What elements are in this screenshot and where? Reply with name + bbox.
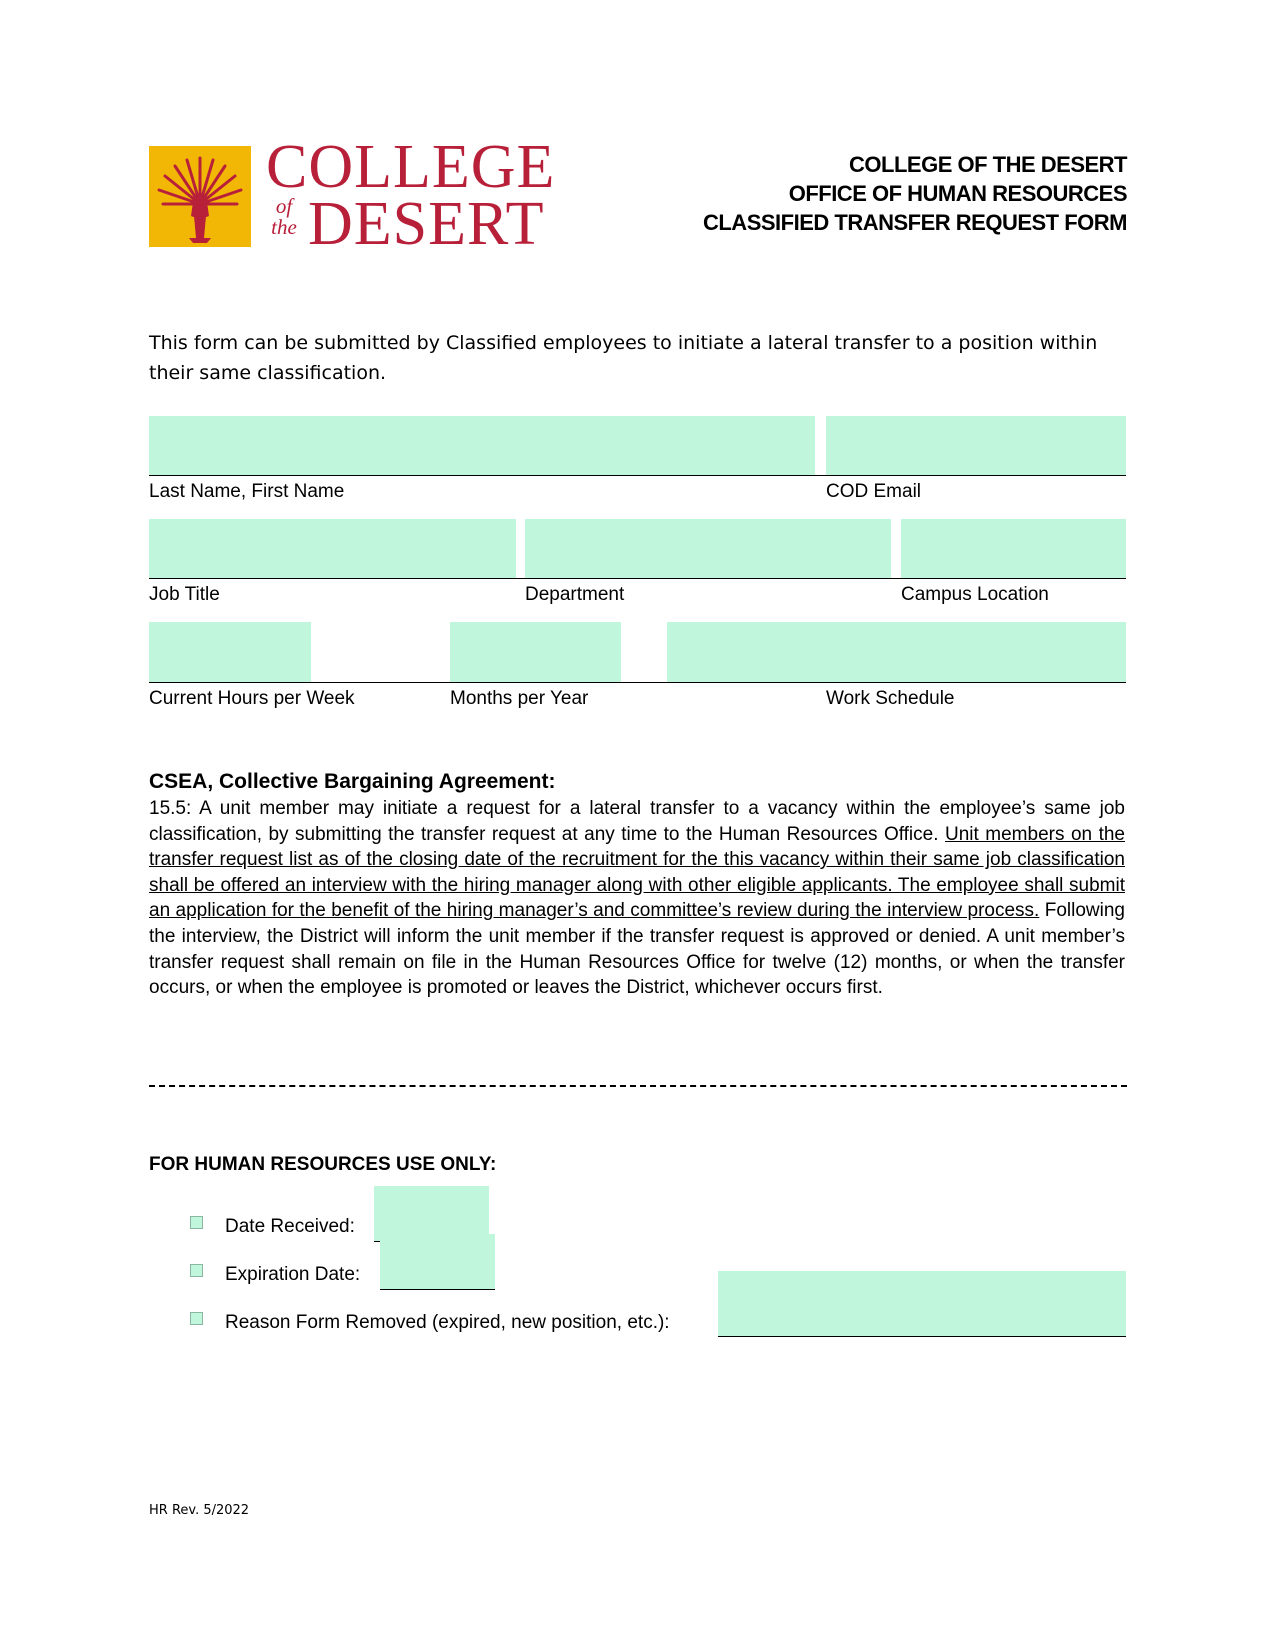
expiration-date-checkbox-icon [190, 1264, 203, 1277]
hr-use-heading: FOR HUMAN RESOURCES USE ONLY: [149, 1154, 497, 1175]
logo-emblem [149, 146, 251, 247]
expiration-date-label: Expiration Date: [225, 1264, 361, 1285]
job-title-input[interactable] [149, 519, 516, 578]
date-received-label: Date Received: [225, 1216, 355, 1237]
revision-footer: HR Rev. 5/2022 [149, 1503, 250, 1518]
job-title-label: Job Title [149, 584, 220, 605]
csea-text-b: Following the interview, the District will inform the unit member if the transfer request is approved or denied. A unit member’s transfer request shall remain on file in the Human Resources Office for twelve (12) months, or when the transfer occurs, or when the employee is promoted or leaves the District, whichever occurs first. [149, 900, 1125, 999]
underline [380, 1289, 495, 1290]
logo-wordmark-college: COLLEGE [266, 133, 556, 201]
cut-line-divider [149, 1085, 1127, 1087]
campus-location-input[interactable] [901, 519, 1126, 578]
underline [149, 682, 1126, 683]
reason-removed-label: Reason Form Removed (expired, new position, etc.): [225, 1312, 670, 1333]
underline [149, 578, 1126, 579]
months-per-year-label: Months per Year [450, 688, 589, 709]
header-college-name: COLLEGE OF THE DESERT [849, 152, 1127, 177]
logo-wordmark-desert: DESERT [308, 190, 545, 258]
header-office-name: OFFICE OF HUMAN RESOURCES [788, 181, 1127, 206]
hours-per-week-input[interactable] [149, 622, 311, 682]
expiration-date-input[interactable] [380, 1234, 495, 1289]
name-input[interactable] [149, 416, 815, 475]
underline [718, 1336, 1126, 1337]
hours-per-week-label: Current Hours per Week [149, 688, 355, 709]
campus-location-label: Campus Location [901, 584, 1049, 605]
csea-text-underlined: Unit members on the transfer request list as of the closing date of the recruitment for the this vacancy within their same job classification shall be offered an interview with the hiring manager along with other eligible applicants. The employee shall submit an application for the benefit of the hiring manager’s and committee’s review during the interview process. [149, 823, 1125, 922]
logo-wordmark-of-the [264, 196, 304, 238]
csea-text-a: 15.5: A unit member may initiate a request for a lateral transfer to a vacancy within the employee’s same job classification, by submitting the transfer request at any time to the Human Resources Office. [149, 798, 1125, 845]
csea-paragraph [149, 796, 1125, 1001]
header-form-title: CLASSIFIED TRANSFER REQUEST FORM [702, 210, 1127, 235]
work-schedule-label: Work Schedule [826, 688, 955, 709]
palm-tree-icon [149, 146, 251, 247]
date-received-checkbox-icon [190, 1216, 203, 1229]
intro-text: This form can be submitted by Classified employees to initiate a lateral transfer to a position within their same classification. [149, 332, 1098, 384]
reason-removed-input[interactable] [718, 1271, 1126, 1336]
reason-removed-checkbox-icon [190, 1312, 203, 1325]
months-per-year-input[interactable] [450, 622, 621, 682]
work-schedule-input[interactable] [667, 622, 1126, 682]
department-label: Department [525, 584, 625, 605]
date-received-input[interactable] [374, 1186, 489, 1241]
department-input[interactable] [525, 519, 891, 578]
name-label: Last Name, First Name [149, 481, 345, 502]
underline [149, 475, 1126, 476]
email-input[interactable] [826, 416, 1126, 475]
logo-the: the [271, 215, 297, 239]
csea-heading: CSEA, Collective Bargaining Agreement: [149, 770, 556, 793]
email-label: COD Email [826, 481, 922, 502]
logo-of: of [275, 194, 293, 218]
